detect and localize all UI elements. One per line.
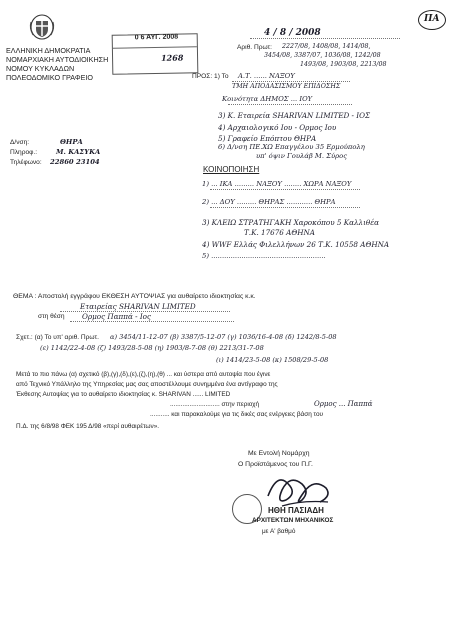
body-line-2: από Τεχνικό Υπάλληλο της Υπηρεσίας μας σας αποστέλλουμε συνημμένα ένα αντίγραφο της [16, 381, 278, 388]
references-label: Σχετ.: (α) Το υπ' αριθ. Πρωτ. [16, 334, 99, 341]
recipient-5: 5) Γραφείο Επόπτου ΘΗΡΑ [218, 134, 317, 143]
tel-label: Τηλέφωνο: [10, 159, 42, 166]
body-line-1: Μετά το πιο πάνω (α) σχετικό (β),(γ),(δ),(ε),(ζ),(η),(θ) ... και ύστερα από αυτοψία που έγινε [16, 371, 271, 378]
signatory-name: ΗΘΗ ΠΑΣΙΑΔΗ [268, 506, 324, 515]
signature-line-1: Με Εντολή Νομάρχη [248, 450, 310, 457]
plir-value: Μ. ΚΑΣΥΚΑ [56, 148, 101, 156]
cc-5: 5) ..................................................... [202, 252, 326, 260]
stamp-date: 0 6 ΑΥΓ. 2008 [134, 33, 179, 42]
recipient-6: 6) Δ/νση ΠΕ.ΧΩ Επαγγέλου 35 Ερμούπολη [218, 143, 365, 151]
signature-line-2: Ο Προϊστάμενος του Π.Γ. [238, 461, 313, 468]
stamp-number: 1268 [160, 52, 184, 63]
header-line-3: ΝΟΜΟΥ ΚΥΚΛΑΔΩΝ [6, 64, 75, 73]
protocol-label: Αριθ. Πρωτ: [237, 44, 272, 51]
body-line-3: Έκθεσης Αυτοψίας για το αυθαίρετο ιδιοκτησίας κ. SHARIVAN ...... LIMITED [16, 391, 231, 398]
cc-2: 2) ... ΔΟΥ ......... ΘΗΡΑΣ ............ ΘΗΡΑ [202, 198, 336, 206]
dnsi-label: Δ/νση: [10, 139, 30, 146]
recipient-4: 4) Αρχαιολογικό Ιου - Ορμος Ιου [218, 123, 337, 132]
cc-3: 3) ΚΛΕΙΩ ΣΤΡΑΤΗΓΑΚΗ Χαροκόπου 5 Καλλιθέα [202, 218, 379, 227]
coat-of-arms-icon [27, 12, 57, 42]
references-line-2: (ε) 1142/22-4-08 (ζ) 1493/28-5-08 (η) 1903/8-7-08 (θ) 2213/31-7-08 [40, 344, 264, 352]
recipient-2: Κοινότητα ΔΗΜΟΣ ... ΙΟΥ [222, 95, 313, 103]
cc-4: 4) WWF Ελλάς Φιλελλήνων 26 Τ.Κ. 10558 ΑΘΗΝΑ [202, 240, 390, 249]
protocol-line-1: 2227/08, 1408/08, 1414/08, [282, 43, 371, 50]
subject-owner: Εταιρείας SHARIVAN LIMITED [80, 302, 196, 311]
header-line-1: ΕΛΛΗΝΙΚΗ ΔΗΜΟΚΡΑΤΙΑ [6, 46, 91, 55]
cc-3b: Τ.Κ. 17676 ΑΘΗΝΑ [244, 228, 315, 237]
page-marker-text: ΠΑ [424, 14, 440, 24]
page-marker [418, 10, 446, 30]
received-stamp [112, 33, 199, 74]
location-value: Ορμος Παππά - Ιος [82, 312, 152, 321]
protocol-line-3: 1493/08, 1903/08, 2213/08 [300, 61, 387, 68]
signatory-grade: με Α' βαθμό [262, 528, 296, 535]
koinopoiisi-title: ΚΟΙΝΟΠΟΙΗΣΗ [203, 165, 260, 174]
cc-1: 1) ... ΙΚΑ ......... ΝΑΞΟΥ ........ ΧΩΡΑ ΝΑΞΟΥ [202, 180, 352, 188]
body-line-4b: Ορμος ... Παππά [314, 400, 373, 408]
header-line-4: ΠΟΛΕΟΔΟΜΙΚΟ ΓΡΑΦΕΙΟ [6, 73, 93, 82]
protocol-line-2: 3454/08, 3387/07, 1036/08, 1242/08 [264, 52, 381, 59]
body-line-6: Π.Δ. της 6/8/98 ΦΕΚ 195 Δ/98 «περί αυθαιρέτων». [16, 423, 160, 430]
references-line-1: α) 3454/11-12-07 (β) 3387/5-12-07 (γ) 1036/16-4-08 (δ) 1242/8-5-08 [110, 333, 337, 341]
signatory-title: ΑΡΧΙΤΕΚΤΩΝ ΜΗΧΑΝΙΚΟΣ [252, 517, 334, 524]
plir-label: Πληροφ.: [10, 149, 38, 156]
references-line-3: (ι) 1414/23-5-08 (κ) 1508/29-5-08 [216, 356, 329, 364]
dnsi-value: ΘΗΡΑ [60, 138, 83, 146]
to-label: ΠΡΟΣ: 1) Το [192, 73, 229, 80]
document-date: 4 / 8 / 2008 [264, 28, 321, 38]
subject-label: ΘΕΜΑ : Αποστολή εγγράφου ΕΚΘΕΣΗ ΑΥΤΟΨΙΑΣ για αυθαίρετο ιδιοκτησίας κ.κ. [13, 293, 256, 300]
recipient-1b: ΤΜΗ ΑΠΟΔΑΣΙΣΜΟΥ ΕΠΙΔΟΣΗΣ [232, 83, 341, 90]
recipient-1: Α.Τ. ...... ΝΑΞΟΥ [238, 72, 295, 80]
tel-value: 22860 23104 [50, 158, 100, 166]
recipient-6b: υπ' όψιν Γουλάβ Μ. Σύρος [256, 152, 348, 160]
body-line-4a: ............................ στην περιοχή [170, 401, 260, 408]
location-label: στη θέση [38, 313, 65, 320]
recipient-3: 3) Κ. Εταιρεία SHARIVAN LIMITED - ΙΟΣ [218, 111, 371, 120]
body-line-5: ........... και παρακαλούμε για τις δικές σας ενέργειες βάση του [150, 411, 324, 418]
header-line-2: ΝΟΜΑΡΧΙΑΚΗ ΑΥΤΟΔΙΟΙΚΗΣΗ [6, 55, 109, 64]
